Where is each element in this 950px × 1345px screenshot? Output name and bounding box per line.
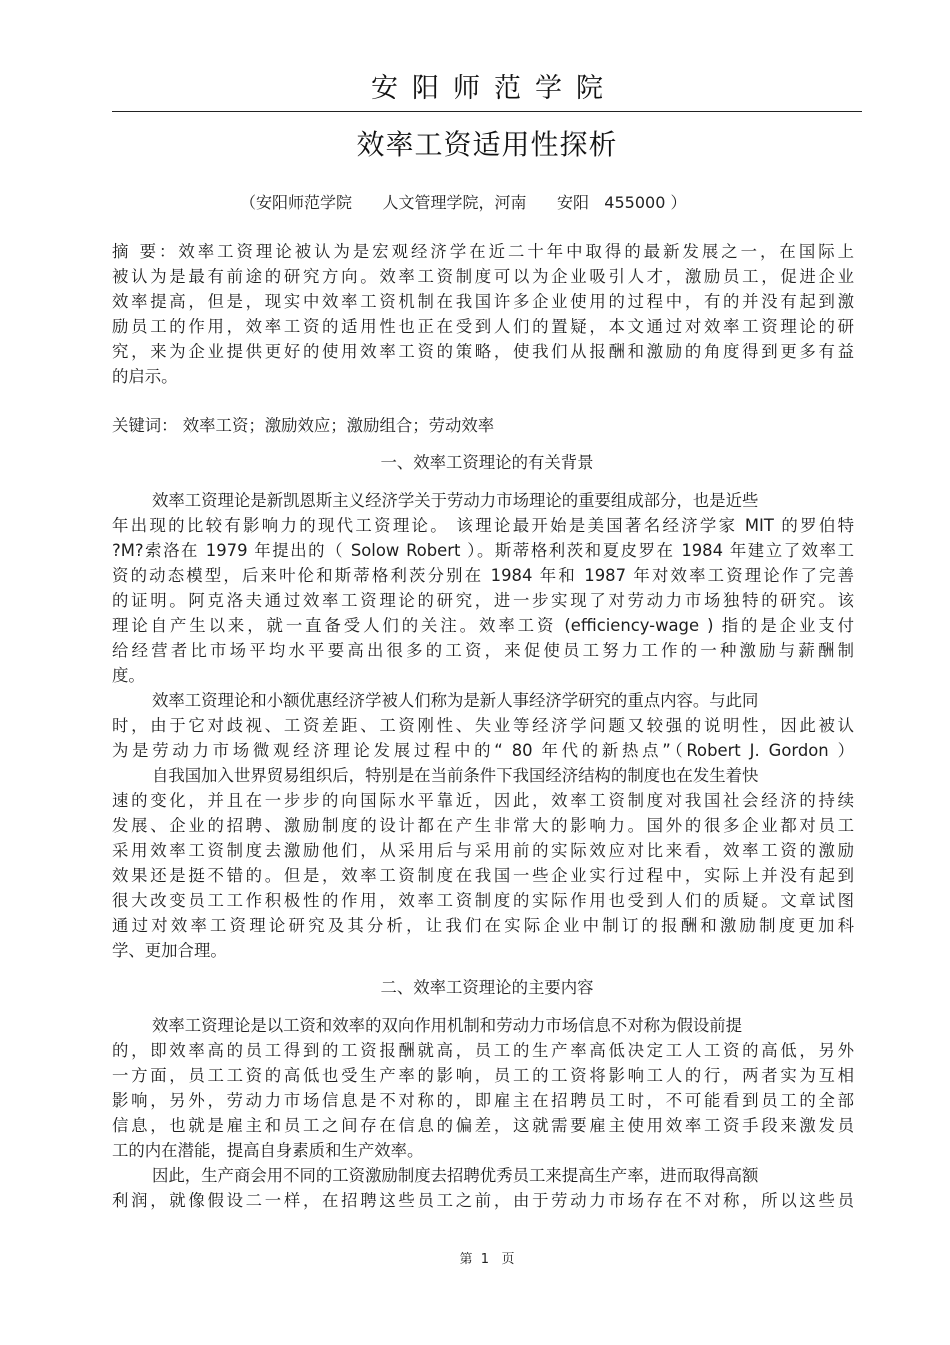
paragraph-line: 发展、企业的招聘、激励制度的设计都在产生非常大的影响力。国外的很多企业都对员工: [112, 816, 854, 835]
paragraph-line: ?M?索洛在 1979 年提出的（ Solow Robert ）。斯蒂格利茨和夏皮罗在 1984 年建立了效率工: [112, 541, 854, 560]
paragraph-line: 效率工资理论是新凯恩斯主义经济学关于劳动力市场理论的重要组成部分，也是近些: [152, 491, 759, 510]
paragraph-line: 采用效率工资制度去激励他们，从采用后与采用前的实际效应对比来看，效率工资的激励: [112, 841, 854, 860]
paragraph-line: 很大改变员工工作积极性的作用，效率工资制度的实际作用也受到人们的质疑。文章试图: [112, 891, 854, 910]
paragraph-line: 时，由于它对歧视、工资差距、工资刚性、失业等经济学问题又较强的说明性，因此被认: [112, 716, 854, 735]
paragraph-line: 的，即效率高的员工得到的工资报酬就高，员工的生产率高低决定工人工资的高低，另外: [112, 1041, 854, 1060]
paragraph-line: 的证明。阿克洛夫通过效率工资理论的研究，进一步实现了对劳动力市场独特的研究。该: [112, 591, 854, 610]
paragraph-line: 年出现的比较有影响力的现代工资理论。 该理论最开始是美国著名经济学家 MIT 的罗伯特: [112, 516, 854, 535]
keywords-line: 关键词： 效率工资；激励效应；激励组合；劳动效率: [112, 416, 495, 435]
header-divider: [112, 111, 862, 112]
document-title: 效率工资适用性探析: [356, 128, 618, 161]
paragraph-line: 利润，就像假设二一样，在招聘这些员工之前，由于劳动力市场存在不对称，所以这些员: [112, 1191, 854, 1210]
institution-header: 安阳师范学院: [371, 73, 617, 104]
abstract-line: 的启示。: [112, 367, 178, 386]
paragraph-line: 影响，另外，劳动力市场信息是不对称的，即雇主在招聘员工时，不可能看到员工的全部: [112, 1091, 854, 1110]
section-heading: 二、效率工资理论的主要内容: [380, 978, 594, 997]
author-affiliation: （安阳师范学院 人文管理学院，河南 安阳 455000 ）: [240, 193, 687, 212]
paragraph-line: 为是劳动力市场微观经济理论发展过程中的“ 80 年代的新热点”（Robert J. Gordon ）: [112, 741, 854, 760]
paragraph-line: 通过对效率工资理论研究及其分析，让我们在实际企业中制订的报酬和激励制度更加科: [112, 916, 854, 935]
page-number: 第 1 页: [459, 1252, 515, 1267]
abstract-line: 摘 要：效率工资理论被认为是宏观经济学在近二十年中取得的最新发展之一，在国际上: [112, 242, 854, 261]
paragraph-line: 给经营者比市场平均水平要高出很多的工资，来促使员工努力工作的一种激励与薪酬制: [112, 641, 854, 660]
paragraph-line: 效率工资理论和小额优惠经济学被人们称为是新人事经济学研究的重点内容。与此同: [152, 691, 759, 710]
paragraph-line: 速的变化，并且在一步步的向国际水平靠近，因此，效率工资制度对我国社会经济的持续: [112, 791, 854, 810]
paragraph-line: 效率工资理论是以工资和效率的双向作用机制和劳动力市场信息不对称为假设前提: [152, 1016, 743, 1035]
paragraph-line: 度。: [112, 666, 145, 685]
abstract-line: 究，来为企业提供更好的使用效率工资的策略，使我们从报酬和激励的角度得到更多有益: [112, 342, 854, 361]
paragraph-line: 理论自产生以来，就一直备受人们的关注。效率工资 (efficiency-wage ) 指的是企业支付: [112, 616, 854, 635]
paragraph-line: 效果还是挺不错的。但是，效率工资制度在我国一些企业实行过程中，实际上并没有起到: [112, 866, 854, 885]
paragraph-line: 信息，也就是雇主和员工之间存在信息的偏差，这就需要雇主使用效率工资手段来激发员: [112, 1116, 854, 1135]
abstract-line: 被认为是最有前途的研究方向。效率工资制度可以为企业吸引人才，激励员工，促进企业: [112, 267, 854, 286]
abstract-line: 效率提高，但是，现实中效率工资机制在我国许多企业使用的过程中，有的并没有起到激: [112, 292, 854, 311]
abstract-line: 励员工的作用，效率工资的适用性也正在受到人们的置疑，本文通过对效率工资理论的研: [112, 317, 854, 336]
paragraph-line: 资的动态模型，后来叶伦和斯蒂格利茨分别在 1984 年和 1987 年对效率工资理论作了完善: [112, 566, 854, 585]
section-heading: 一、效率工资理论的有关背景: [380, 453, 594, 472]
paragraph-line: 自我国加入世界贸易组织后，特别是在当前条件下我国经济结构的制度也在发生着快: [152, 766, 759, 785]
paragraph-line: 一方面，员工工资的高低也受生产率的影响，员工的工资将影响工人的行，两者实为互相: [112, 1066, 854, 1085]
paragraph-line: 学、更加合理。: [112, 941, 227, 960]
paragraph-line: 工的内在潜能，提高自身素质和生产效率。: [112, 1141, 424, 1160]
paragraph-line: 因此，生产商会用不同的工资激励制度去招聘优秀员工来提高生产率，进而取得高额: [152, 1166, 759, 1185]
